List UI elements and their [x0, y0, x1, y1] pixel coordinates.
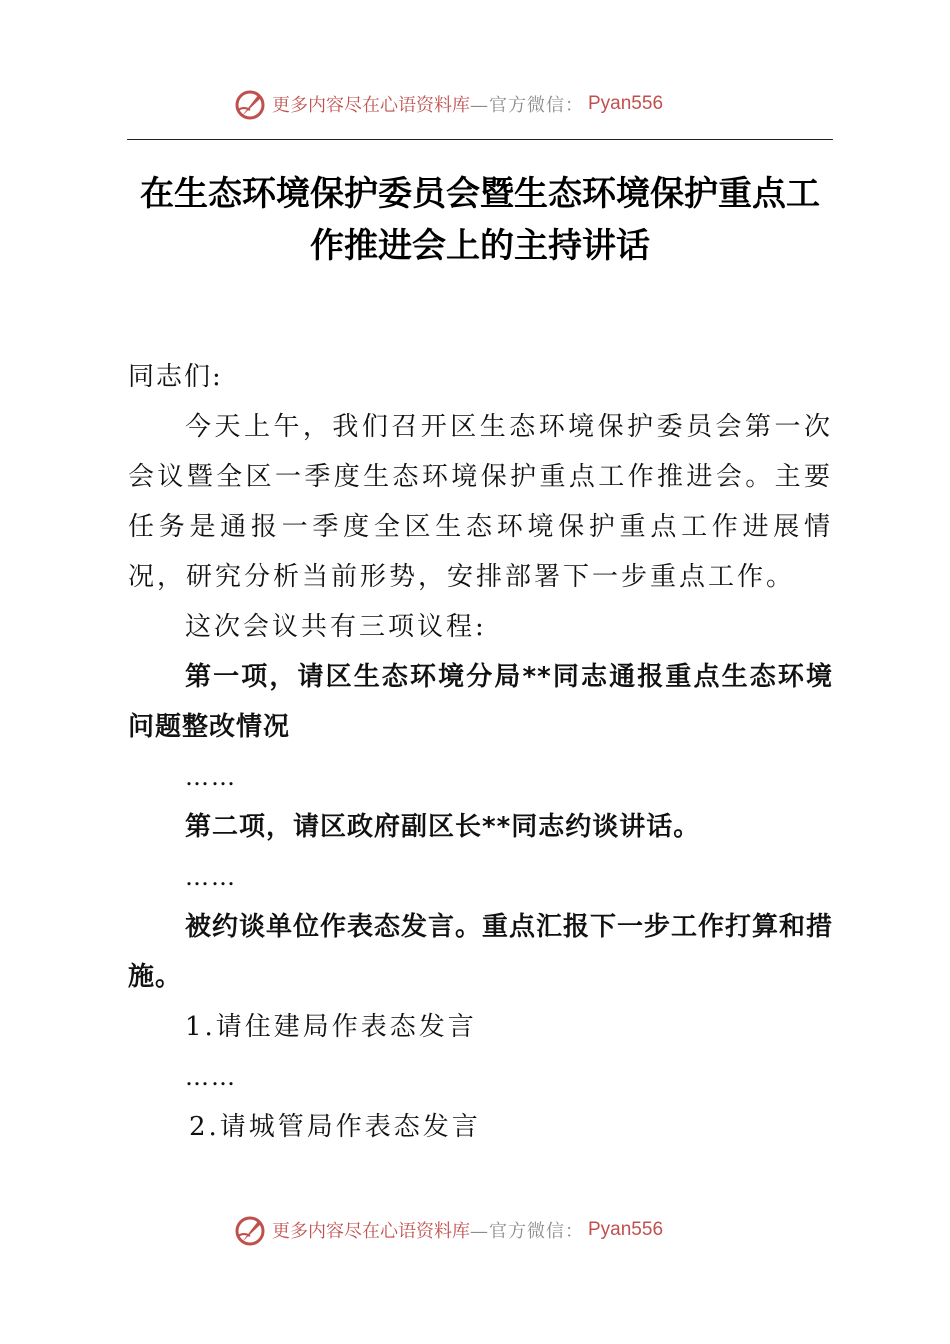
ellipsis-1: …… — [185, 763, 237, 791]
title-line-2: 作推进会上的主持讲话 — [310, 226, 650, 266]
banner-wechat-id: Pyan556 — [588, 93, 664, 114]
footer-watermark-banner — [0, 1210, 950, 1250]
banner-separator-text: —官方微信： — [470, 1221, 584, 1242]
banner-brand-text: 更多内容尽在心语资料库 — [272, 1221, 470, 1242]
sub-item-1: 1.请住建局作表态发言 — [185, 1012, 477, 1042]
quill-logo-icon — [232, 86, 268, 122]
agenda-item-2: 第二项，请区政府副区长**同志约谈讲话。 — [185, 812, 701, 842]
banner-separator-text: —官方微信： — [470, 95, 584, 116]
document-body — [128, 352, 833, 1152]
header-watermark-banner — [0, 84, 950, 124]
salutation: 同志们: — [128, 362, 223, 392]
agenda-item-3: 被约谈单位作表态发言。重点汇报下一步工作打算和措施。 — [128, 912, 834, 992]
sub-item-2: 2.请城管局作表态发言 — [189, 1112, 481, 1142]
banner-brand-text: 更多内容尽在心语资料库 — [272, 95, 470, 116]
agenda-intro: 这次会议共有三项议程: — [185, 612, 487, 642]
agenda-item-1: 第一项，请区生态环境分局**同志通报重点生态环境问题整改情况 — [128, 662, 833, 742]
document-title — [120, 168, 840, 272]
paragraph-intro: 今天上午，我们召开区生态环境保护委员会第一次会议暨全区一季度生态环境保护重点工作推进会。主要任务是通报一季度全区生态环境保护重点工作进展情况，研究分析当前形势，安排部署下一步重点工作。 — [128, 412, 833, 592]
title-line-1: 在生态环境保护委员会暨生态环境保护重点工 — [140, 174, 820, 214]
header-divider — [127, 139, 833, 140]
quill-logo-icon — [232, 1212, 268, 1248]
ellipsis-2: …… — [185, 863, 237, 891]
banner-wechat-id: Pyan556 — [588, 1219, 664, 1240]
ellipsis-3: …… — [185, 1063, 237, 1091]
